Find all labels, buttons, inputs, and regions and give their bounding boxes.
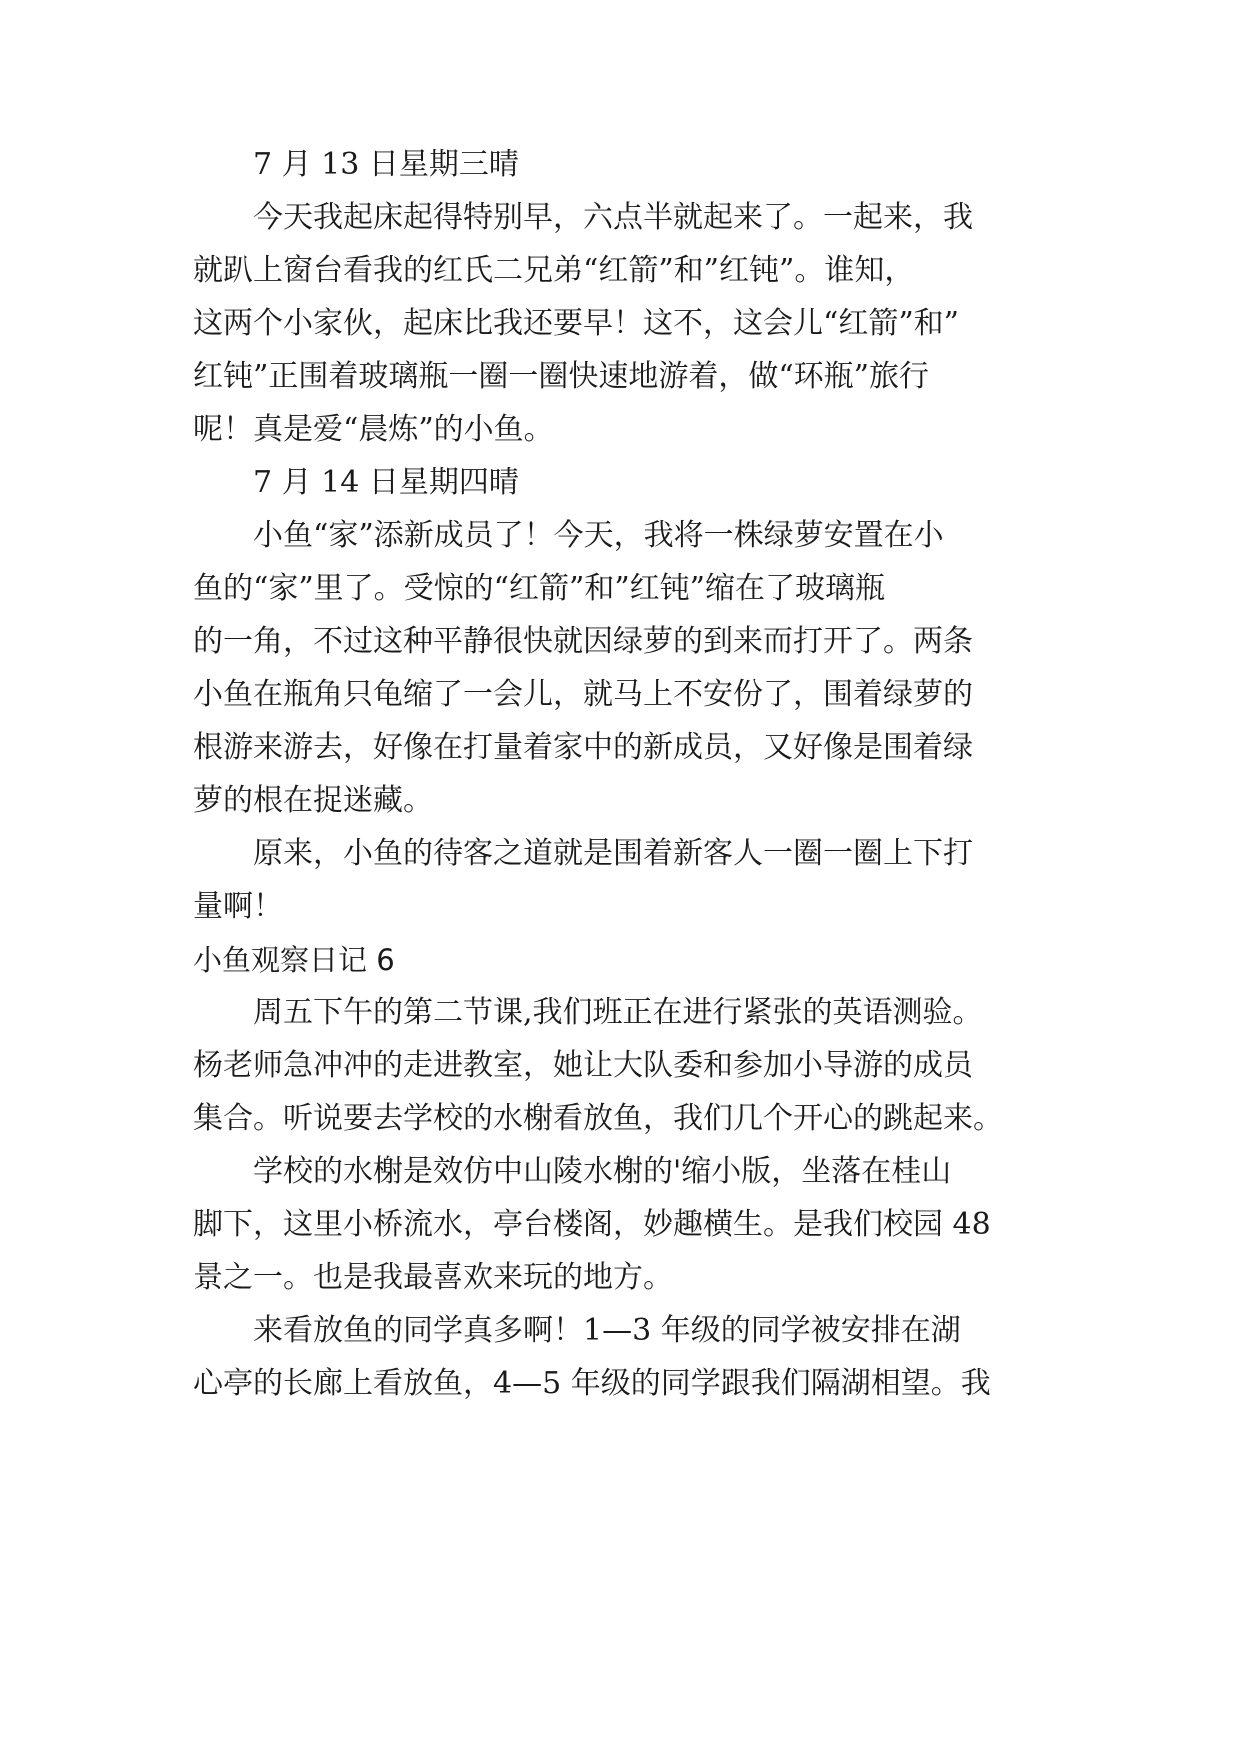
paragraph-line: 呢！真是爱“晨炼”的小鱼。 bbox=[193, 412, 554, 447]
paragraph-line: 量啊！ bbox=[193, 889, 283, 924]
diary-date-line: 7 月 13 日星期三晴 bbox=[193, 147, 519, 182]
paragraph-line: 杨老师急冲冲的走进教室，她让大队委和参加小导游的成员 bbox=[193, 1048, 973, 1083]
paragraph-line: 小鱼在瓶角只龟缩了一会儿，就马上不安份了，围着绿萝的 bbox=[193, 677, 973, 712]
paragraph-line: 心亭的长廊上看放鱼，4—5 年级的同学跟我们隔湖相望。我 bbox=[193, 1366, 991, 1401]
paragraph-line: 周五下午的第二节课,我们班正在进行紧张的英语测验。 bbox=[193, 995, 983, 1030]
paragraph-line: 这两个小家伙，起床比我还要早！这不，这会儿“红箭”和” bbox=[193, 306, 960, 341]
diary-date-line: 7 月 14 日星期四晴 bbox=[193, 465, 519, 500]
paragraph-line: 脚下，这里小桥流水，亭台楼阁，妙趣横生。是我们校园 48 bbox=[193, 1207, 991, 1242]
paragraph-line: 学校的水榭是效仿中山陵水榭的'缩小版，坐落在桂山 bbox=[193, 1154, 952, 1189]
paragraph-line: 根游来游去，好像在打量着家中的新成员，又好像是围着绿 bbox=[193, 730, 973, 765]
paragraph-line: 原来，小鱼的待客之道就是围着新客人一圈一圈上下打 bbox=[193, 836, 973, 871]
paragraph-line: 就趴上窗台看我的红氏二兄弟“红箭”和”红钝”。谁知， bbox=[193, 253, 915, 288]
paragraph-line: 景之一。也是我最喜欢来玩的地方。 bbox=[193, 1260, 673, 1295]
paragraph-line: 小鱼“家”添新成员了！今天，我将一株绿萝安置在小 bbox=[193, 518, 944, 553]
paragraph-line: 集合。听说要去学校的水榭看放鱼，我们几个开心的跳起来。 bbox=[193, 1101, 1003, 1136]
paragraph-line: 红钝”正围着玻璃瓶一圈一圈快速地游着，做“环瓶”旅行 bbox=[193, 359, 930, 394]
paragraph-line: 萝的根在捉迷藏。 bbox=[193, 783, 433, 818]
paragraph-line: 的一角，不过这种平静很快就因绿萝的到来而打开了。两条 bbox=[193, 624, 973, 659]
paragraph-line: 来看放鱼的同学真多啊！1—3 年级的同学被安排在湖 bbox=[193, 1313, 961, 1348]
section-heading: 小鱼观察日记 6 bbox=[193, 943, 395, 977]
paragraph-line: 今天我起床起得特别早，六点半就起来了。一起来，我 bbox=[193, 200, 973, 235]
paragraph-line: 鱼的“家”里了。受惊的“红箭”和”红钝”缩在了玻璃瓶 bbox=[193, 571, 886, 606]
